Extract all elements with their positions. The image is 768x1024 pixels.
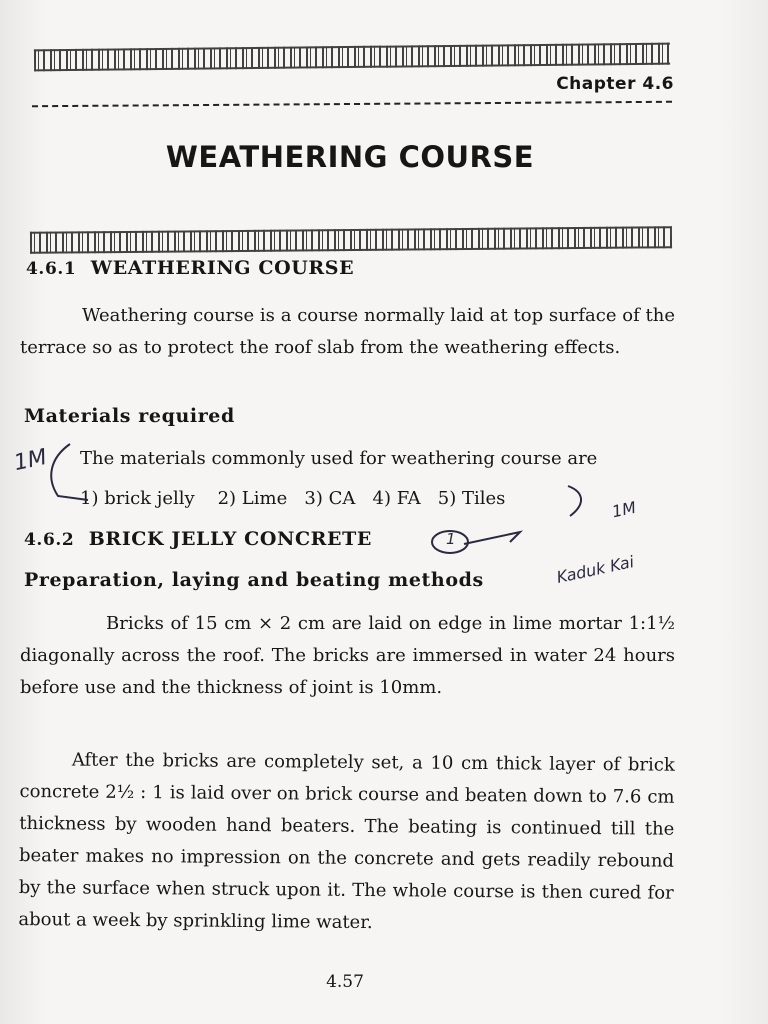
materials-intro-line: The materials commonly used for weathering course are: [80, 448, 598, 469]
handwritten-close-bracket-icon: [560, 482, 600, 522]
chapter-label: Chapter 4.6: [556, 74, 674, 94]
materials-list-line: 1) brick jelly 2) Lime 3) CA 4) FA 5) Tiles: [80, 488, 506, 509]
page-title: WEATHERING COURSE: [165, 140, 535, 174]
handwritten-bracket-icon: [40, 438, 100, 508]
section-title: WEATHERING COURSE: [90, 257, 355, 279]
section-title: BRICK JELLY CONCRETE: [88, 528, 372, 550]
decorative-border-top: [34, 43, 670, 72]
dashed-divider: [32, 101, 672, 107]
section-heading-4-6-1: [26, 257, 354, 279]
handwritten-note: Kaduk Kai: [554, 552, 636, 587]
handwritten-score-note: 1M: [610, 497, 638, 522]
section-number: 4.6.1: [26, 259, 77, 279]
page-number: 4.57: [326, 972, 364, 992]
decorative-border-middle: [30, 226, 672, 254]
section-heading-4-6-2: [24, 528, 372, 550]
handwritten-circled-number: 1: [446, 530, 456, 548]
subheading-methods: Preparation, laying and beating methods: [24, 569, 484, 591]
handwritten-margin-mark: 1M: [11, 444, 50, 477]
paragraph-brick-concrete: After the bricks are completely set, a 10 cm thick layer of brick concrete 2½ : 1 is laid over on brick course and beaten down to 7.6 cm thickness by wooden hand beaters. The beating is continued till the beater makes no impression on the concrete and gets readily rebound by the surface when struck upon it. The whole course is then cured for about a week by sprinkling lime water.: [18, 749, 675, 934]
handwritten-circled-mark-icon: [428, 526, 528, 560]
materials-heading: Materials required: [24, 405, 235, 427]
paragraph-brick-laying: Bricks of 15 cm × 2 cm are laid on edge in lime mortar 1:1½ diagonally across the roof. The bricks are immersed in water 24 hours before use and the thickness of joint is 10mm.: [20, 613, 675, 698]
paragraph-weathering-definition: Weathering course is a course normally laid at top surface of the terrace so as to protect the roof slab from the weathering effects.: [20, 305, 675, 358]
section-number: 4.6.2: [24, 530, 75, 550]
